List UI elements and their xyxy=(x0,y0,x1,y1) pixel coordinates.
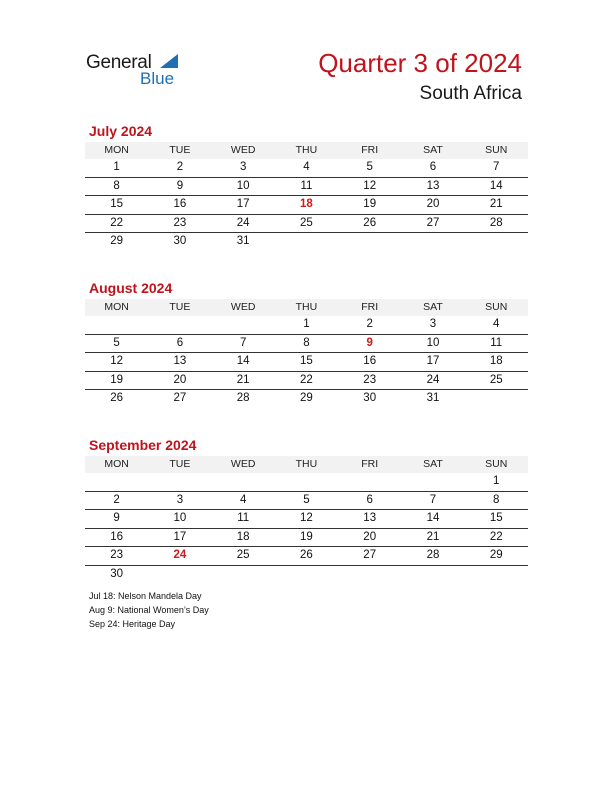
weekday-label: THU xyxy=(295,144,318,156)
day-cell: 30 xyxy=(110,567,124,580)
day-cell: 21 xyxy=(426,530,440,543)
day-cell: 29 xyxy=(110,235,124,247)
day-cell xyxy=(275,233,338,251)
day-cell: 17 xyxy=(426,355,440,367)
day-cell: 20 xyxy=(173,373,187,386)
week-row xyxy=(85,372,528,391)
weekday-label: FRI xyxy=(361,301,379,313)
week-row xyxy=(85,159,528,178)
day-cell: 13 xyxy=(426,179,440,192)
day-cell: 9 xyxy=(176,179,184,192)
day-cell xyxy=(338,233,401,251)
weekday-label: MON xyxy=(104,301,129,313)
day-cell: 8 xyxy=(493,493,500,506)
week-row xyxy=(85,566,528,584)
day-cell: 30 xyxy=(363,392,377,404)
day-cell: 26 xyxy=(300,549,313,561)
week-row xyxy=(85,390,528,408)
weekday-label: SUN xyxy=(485,301,508,313)
day-cell: 26 xyxy=(363,216,377,229)
weekday-label: WED xyxy=(230,301,256,313)
week-row xyxy=(85,316,528,335)
week-row xyxy=(85,178,528,197)
day-cell: 4 xyxy=(239,493,247,506)
weekday-label: SUN xyxy=(485,144,508,156)
day-cell xyxy=(465,390,528,408)
day-cell xyxy=(148,566,211,584)
day-cell xyxy=(275,473,338,491)
week-row xyxy=(85,196,528,215)
week-row xyxy=(85,547,528,566)
day-cell xyxy=(275,566,338,584)
day-cell: 3 xyxy=(176,493,184,506)
day-cell xyxy=(401,233,464,251)
month-title: July 2024 xyxy=(89,123,153,139)
day-cell: 23 xyxy=(363,373,377,386)
day-cell: 18 xyxy=(300,198,313,210)
day-cell: 7 xyxy=(239,336,247,349)
day-cell xyxy=(338,473,401,491)
day-cell: 11 xyxy=(300,179,313,192)
day-cell: 12 xyxy=(300,512,313,524)
day-cell xyxy=(401,566,464,584)
day-cell: 15 xyxy=(300,355,313,367)
day-cell: 25 xyxy=(489,373,503,386)
day-cell: 18 xyxy=(236,530,250,543)
week-row xyxy=(85,353,528,372)
weekday-header xyxy=(85,456,528,473)
day-cell: 31 xyxy=(236,235,250,247)
day-cell xyxy=(338,566,401,584)
day-cell xyxy=(212,566,275,584)
day-cell xyxy=(148,473,211,491)
day-cell: 15 xyxy=(110,198,124,210)
month-grid xyxy=(85,316,528,408)
weekday-label: MON xyxy=(104,458,129,470)
day-cell: 7 xyxy=(429,493,437,506)
day-cell: 16 xyxy=(173,198,187,210)
day-cell: 10 xyxy=(236,179,250,192)
day-cell: 17 xyxy=(236,198,250,210)
day-cell: 10 xyxy=(426,336,440,349)
holiday-note: Jul 18: Nelson Mandela Day xyxy=(89,591,202,601)
day-cell: 1 xyxy=(303,318,310,330)
weekday-label: SAT xyxy=(423,301,443,313)
day-cell: 7 xyxy=(493,161,500,173)
day-cell: 2 xyxy=(113,493,120,506)
day-cell: 21 xyxy=(236,373,250,386)
weekday-label: TUE xyxy=(169,301,191,313)
day-cell: 27 xyxy=(363,549,377,561)
day-cell: 20 xyxy=(363,530,377,543)
month-august xyxy=(85,279,528,408)
day-cell: 19 xyxy=(300,530,313,543)
day-cell: 30 xyxy=(173,235,187,247)
weekday-label: FRI xyxy=(361,458,379,470)
weekday-header xyxy=(85,299,528,316)
day-cell: 13 xyxy=(173,355,187,367)
day-cell: 24 xyxy=(426,373,440,386)
day-cell: 25 xyxy=(236,549,250,561)
day-cell: 9 xyxy=(366,336,373,349)
weekday-label: SAT xyxy=(423,458,443,470)
day-cell: 8 xyxy=(303,336,310,349)
week-row xyxy=(85,529,528,548)
day-cell xyxy=(465,566,528,584)
day-cell: 29 xyxy=(489,549,503,561)
day-cell xyxy=(148,316,211,334)
weekday-label: SAT xyxy=(423,144,443,156)
day-cell: 19 xyxy=(110,373,124,386)
holiday-notes xyxy=(89,589,209,631)
weekday-label: WED xyxy=(230,458,256,470)
day-cell: 19 xyxy=(363,198,377,210)
weekday-header xyxy=(85,142,528,159)
day-cell: 8 xyxy=(113,179,120,192)
day-cell: 15 xyxy=(489,512,503,524)
day-cell: 1 xyxy=(113,161,120,173)
month-grid xyxy=(85,159,528,251)
day-cell: 18 xyxy=(489,355,503,367)
day-cell: 27 xyxy=(426,216,440,229)
day-cell: 16 xyxy=(110,530,124,543)
weekday-label: TUE xyxy=(169,458,191,470)
day-cell: 24 xyxy=(173,549,187,561)
weekday-label: WED xyxy=(230,144,256,156)
month-july xyxy=(85,122,528,251)
day-cell xyxy=(85,473,148,491)
month-september xyxy=(85,436,528,583)
logo-flag-icon xyxy=(160,54,178,68)
day-cell xyxy=(212,316,275,334)
week-row xyxy=(85,215,528,234)
day-cell: 28 xyxy=(236,392,250,404)
generalblue-logo xyxy=(86,50,196,90)
weekday-label: THU xyxy=(295,458,318,470)
logo-general-text: General xyxy=(86,52,152,73)
day-cell: 22 xyxy=(489,530,503,543)
day-cell: 29 xyxy=(300,392,313,404)
week-row xyxy=(85,473,528,492)
day-cell: 4 xyxy=(303,161,310,173)
day-cell xyxy=(401,473,464,491)
country-name: South Africa xyxy=(419,83,522,104)
day-cell: 22 xyxy=(300,373,313,386)
day-cell: 28 xyxy=(489,216,503,229)
day-cell: 23 xyxy=(173,216,187,229)
day-cell: 11 xyxy=(490,336,503,349)
day-cell: 4 xyxy=(493,318,500,330)
holiday-note: Aug 9: National Women’s Day xyxy=(89,605,209,615)
day-cell: 22 xyxy=(110,216,124,229)
day-cell: 3 xyxy=(239,161,247,173)
day-cell: 20 xyxy=(426,198,440,210)
weekday-label: SUN xyxy=(485,458,508,470)
day-cell: 14 xyxy=(489,179,503,192)
day-cell: 23 xyxy=(110,549,124,561)
day-cell: 12 xyxy=(363,179,377,192)
day-cell: 6 xyxy=(429,161,437,173)
week-row xyxy=(85,335,528,354)
day-cell: 5 xyxy=(366,161,373,173)
day-cell: 25 xyxy=(300,216,313,229)
holiday-note: Sep 24: Heritage Day xyxy=(89,619,176,629)
day-cell: 17 xyxy=(173,530,187,543)
day-cell: 2 xyxy=(366,318,373,330)
logo-blue-text: Blue xyxy=(140,69,175,88)
day-cell: 31 xyxy=(426,392,440,404)
day-cell: 21 xyxy=(489,198,503,210)
day-cell: 16 xyxy=(363,355,377,367)
day-cell: 14 xyxy=(236,355,250,367)
day-cell: 12 xyxy=(110,355,124,367)
day-cell: 3 xyxy=(429,318,437,330)
day-cell: 2 xyxy=(176,161,184,173)
week-row xyxy=(85,510,528,529)
day-cell: 5 xyxy=(303,493,310,506)
page-title: Quarter 3 of 2024 xyxy=(318,48,522,78)
day-cell: 6 xyxy=(366,493,373,506)
month-title: September 2024 xyxy=(89,437,197,453)
day-cell: 13 xyxy=(363,512,377,524)
weekday-label: MON xyxy=(104,144,129,156)
weekday-label: THU xyxy=(295,301,318,313)
day-cell: 27 xyxy=(173,392,187,404)
day-cell: 14 xyxy=(426,512,440,524)
month-grid xyxy=(85,473,528,583)
day-cell: 26 xyxy=(110,392,124,404)
weekday-label: FRI xyxy=(361,144,379,156)
day-cell xyxy=(465,233,528,251)
day-cell: 9 xyxy=(113,512,120,524)
day-cell xyxy=(85,316,148,334)
month-title: August 2024 xyxy=(89,280,173,296)
day-cell: 24 xyxy=(236,216,250,229)
day-cell: 10 xyxy=(173,512,187,524)
day-cell: 28 xyxy=(426,549,440,561)
day-cell: 11 xyxy=(237,512,250,524)
week-row xyxy=(85,492,528,511)
day-cell: 6 xyxy=(176,336,184,349)
day-cell: 5 xyxy=(113,336,120,349)
day-cell: 1 xyxy=(493,475,500,487)
week-row xyxy=(85,233,528,251)
day-cell xyxy=(212,473,275,491)
weekday-label: TUE xyxy=(169,144,191,156)
